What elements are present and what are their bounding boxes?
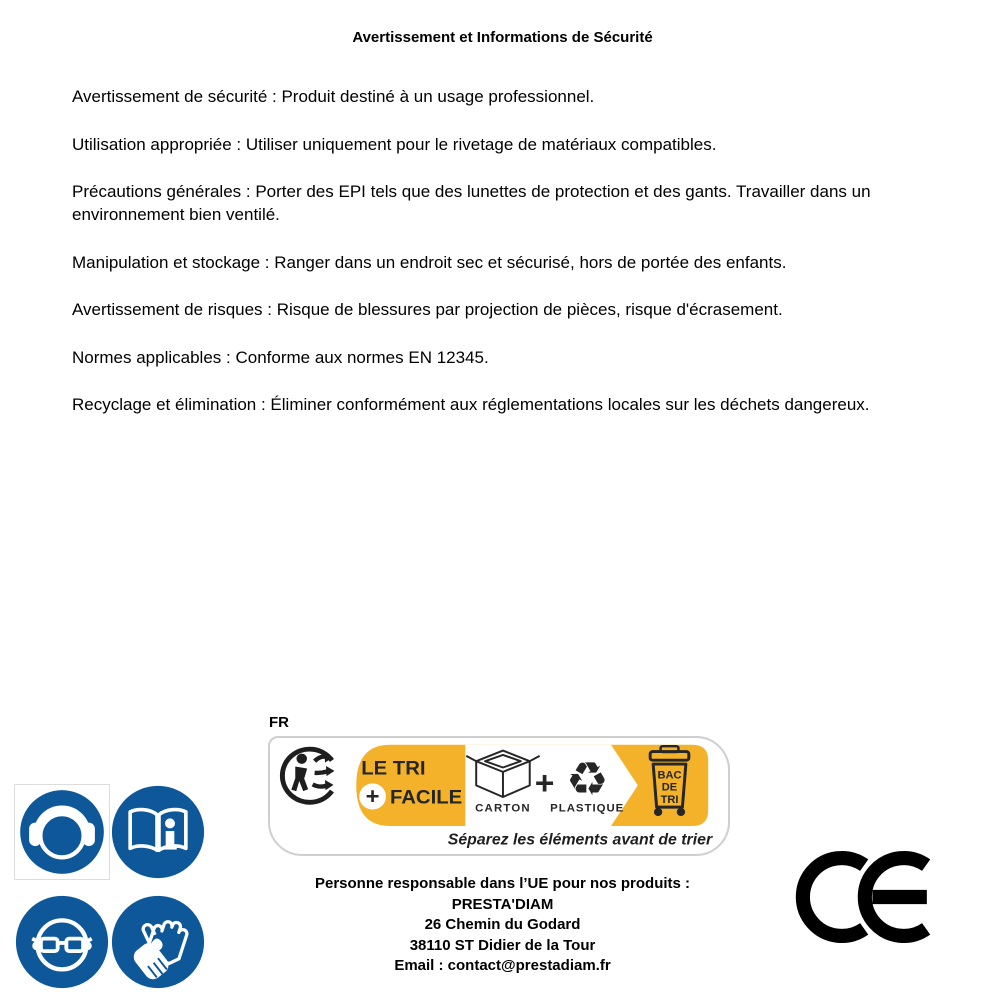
materials-plus-sign: + bbox=[534, 765, 555, 802]
triman-country-code: FR bbox=[269, 714, 289, 731]
le-tri-facile-label bbox=[268, 736, 730, 856]
ce-marking-icon bbox=[795, 846, 941, 948]
responsible-intro: Personne responsable dans l’UE pour nos produits : bbox=[314, 875, 691, 892]
paragraph-general-precautions: Précautions générales : Porter des EPI tels que des lunettes de protection et des gants. Travailler dans un environnement bien ventilé. bbox=[72, 182, 871, 224]
bin-label-line3: TRI bbox=[660, 793, 679, 806]
material-label-plastique: PLASTIQUE bbox=[550, 802, 625, 815]
safety-text-block bbox=[72, 85, 952, 441]
wear-ear-protection-icon bbox=[14, 784, 110, 880]
recycle-loop-icon: ♻ bbox=[565, 752, 609, 807]
plus-badge-sign: + bbox=[365, 783, 380, 810]
paragraph-recycling-disposal: Recyclage et élimination : Éliminer conformément aux réglementations locales sur les déchets dangereux. bbox=[72, 395, 870, 414]
material-label-carton: CARTON bbox=[475, 802, 531, 815]
sorting-tagline: Séparez les éléments avant de trier bbox=[447, 831, 713, 849]
bin-label-line2: DE bbox=[661, 781, 678, 794]
paragraph-security-warning: Avertissement de sécurité : Produit destiné à un usage professionnel. bbox=[72, 87, 595, 106]
tri-headline-line2: FACILE bbox=[389, 786, 463, 809]
responsible-address-line1: 26 Chemin du Godard bbox=[424, 916, 581, 933]
paragraph-risk-warning: Avertissement de risques : Risque de blessures par projection de pièces, risque d'écrasement. bbox=[72, 300, 783, 319]
page-title: Avertissement et Informations de Sécurité bbox=[352, 29, 653, 46]
responsible-address-line2: 38110 ST Didier de la Tour bbox=[409, 936, 596, 954]
bin-label-line1: BAC bbox=[657, 769, 682, 782]
read-instruction-manual-icon bbox=[110, 784, 206, 880]
paragraph-intended-use: Utilisation appropriée : Utiliser uniquement pour le rivetage de matériaux compatibles. bbox=[72, 134, 717, 154]
tri-headline-line1: LE TRI bbox=[361, 757, 426, 780]
triman-logo-icon bbox=[282, 749, 334, 802]
responsible-email: Email : contact@prestadiam.fr bbox=[394, 957, 611, 974]
paragraph-standards: Normes applicables : Conforme aux normes EN 12345. bbox=[72, 347, 489, 367]
responsible-company: PRESTA'DIAM bbox=[451, 895, 554, 913]
paragraph-handling-storage: Manipulation et stockage : Ranger dans un endroit sec et sécurisé, hors de portée des enfants. bbox=[72, 252, 787, 272]
